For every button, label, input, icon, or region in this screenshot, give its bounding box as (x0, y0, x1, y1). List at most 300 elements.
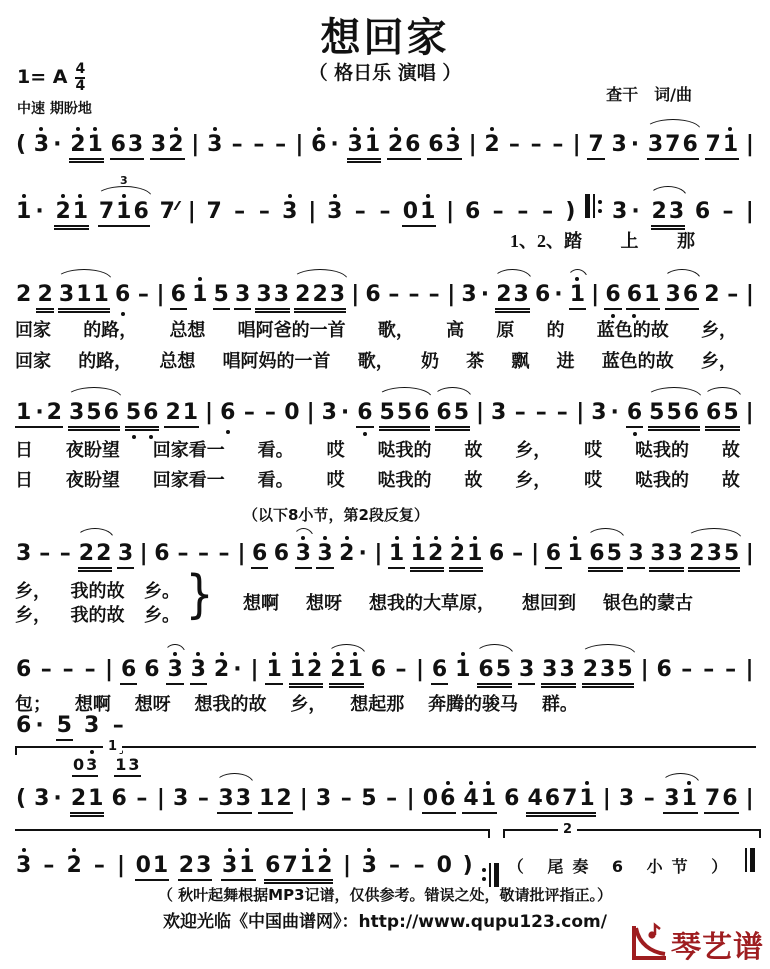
barline: | (306, 400, 315, 425)
note-group: 21 (329, 658, 364, 685)
note-group: 3 · (461, 282, 490, 307)
note-group: 356 (68, 401, 120, 428)
note-group: 3 · (33, 132, 62, 157)
lyric-segment: 看。 (257, 470, 294, 490)
music-line (15, 713, 126, 741)
note-group: 23 (178, 854, 213, 881)
note-group: 235 (688, 542, 740, 569)
barline: | (406, 786, 415, 811)
verse-brace: } (185, 565, 214, 625)
note-group: 2 · (213, 657, 242, 682)
barline: | (745, 282, 754, 307)
lyric-segment: 乡， (515, 440, 552, 460)
dash-extension: – (542, 199, 554, 224)
dash-extension: – (253, 132, 265, 157)
dash-extension: – (243, 400, 255, 425)
lyric-segment: 想起那 (350, 694, 405, 714)
barline: | (640, 657, 649, 682)
note-group: 6 (154, 541, 170, 566)
barline: | (745, 786, 754, 811)
note-group: 2 (16, 282, 32, 307)
dash-extension: – (517, 199, 529, 224)
music-line (72, 756, 141, 777)
dash-extension: – (681, 657, 693, 682)
music-line (15, 282, 755, 310)
lyric-segment: 回家看一 (152, 470, 225, 490)
dash-extension: – (643, 786, 655, 811)
barline: | (591, 282, 600, 307)
lyric-segment: 日 (15, 470, 33, 490)
note-group: 3 (16, 541, 32, 566)
note-group: 6 (604, 283, 621, 310)
note-group: 12 (289, 658, 324, 685)
phrase-paren: ) (565, 199, 576, 224)
lyric-segment: 的 (546, 320, 565, 340)
dash-extension: – (535, 400, 547, 425)
note-group: 7 (206, 199, 222, 224)
lyric-segment: 想回到 (522, 593, 576, 613)
note-group: 6 · (16, 713, 44, 738)
dash-extension: – (93, 853, 105, 878)
lyric-line (15, 436, 740, 462)
note-group: 01 (135, 854, 170, 881)
lyric-segment: 唱阿妈的一首 (222, 351, 331, 371)
lyric-segment: 夜盼望 (65, 440, 120, 460)
note-group: 3 · (34, 786, 62, 811)
barline: | (447, 282, 456, 307)
note-group: 2 (36, 283, 53, 310)
note-group: 6 (504, 786, 520, 811)
note-group: 6 (220, 400, 236, 425)
dash-extension: – (389, 853, 401, 878)
dash-extension: – (386, 786, 398, 811)
dash-extension: – (722, 199, 734, 224)
note-group: 223 (294, 283, 346, 310)
lyric-segment: 看。 (257, 440, 294, 460)
lyric-segment: 哎 (584, 440, 603, 460)
final-barline (745, 848, 755, 872)
lyric-line (15, 601, 180, 627)
dash-extension: – (354, 199, 366, 224)
note-group: 3 (316, 542, 333, 569)
note-group: 6 (273, 541, 290, 566)
repeat-begin-sign (585, 194, 602, 218)
note-group: 2 · (339, 541, 367, 566)
note-group: 3 (16, 853, 32, 878)
note-group: 3 (627, 542, 644, 569)
note-group: 33 (541, 658, 576, 685)
lyric-segment: 总想 (169, 320, 206, 340)
note-group: 31 (347, 133, 382, 160)
note-group: 3 (282, 199, 298, 224)
note-group: 21 (449, 542, 484, 569)
note-group: 1 · 2 (15, 401, 63, 428)
barline: | (116, 853, 125, 878)
dash-extension: – (492, 199, 504, 224)
note-group: 65 (477, 658, 512, 685)
lyric-segment: 乡。 (144, 605, 180, 625)
lyric-segment: 奶 (420, 351, 439, 371)
note-group: 33 (649, 542, 684, 569)
barline: | (446, 199, 455, 224)
tempo-marking: 中速 期盼地 (17, 101, 92, 117)
lyric-line (510, 227, 695, 253)
lyric-segment: 蓝色的故 (601, 351, 674, 371)
barline: | (250, 657, 259, 682)
barline: | (745, 199, 754, 224)
note-group: 3 (173, 786, 189, 811)
note-group: 23 (495, 283, 530, 310)
lyric-segment: 唱阿爸的一首 (237, 320, 346, 340)
note-group: 3 (361, 853, 377, 878)
note-group: 31 (221, 854, 256, 881)
note-group: 21 (70, 787, 105, 814)
lyric-segment: 的路， (78, 351, 133, 371)
dash-extension: – (703, 657, 715, 682)
note-group: 2 (704, 282, 720, 307)
note-group: 33 (217, 787, 252, 814)
note-group: 6 (365, 282, 381, 307)
lyric-segment: 乡， (15, 605, 51, 625)
dash-extension: – (413, 853, 425, 878)
dash-extension: – (275, 132, 287, 157)
lyric-segment: 乡， (515, 470, 552, 490)
lyric-segment: 哒我的 (635, 440, 690, 460)
volta-bracket: 1 (15, 746, 756, 748)
note-group: 32 (150, 133, 185, 160)
dash-extension: – (258, 199, 270, 224)
note-group: 2 (66, 853, 82, 878)
barline: | (205, 400, 214, 425)
barline: | (745, 400, 754, 425)
note-group: 1 (569, 283, 586, 310)
note-group: 26 (387, 133, 422, 160)
note-group: 12 (410, 542, 445, 569)
note-group: 716 3 (98, 200, 150, 227)
phrase-paren: ( (16, 132, 27, 157)
lyric-segment: 乡， (700, 351, 737, 371)
barline: | (576, 400, 585, 425)
song-title: 想回家 (320, 15, 450, 61)
dash-extension: – (137, 282, 149, 307)
note-group: 3 · (321, 400, 350, 425)
note-group: 3 (117, 542, 134, 569)
note-group: 6 (656, 657, 672, 682)
note-group: 65 (705, 401, 740, 428)
dash-extension: – (725, 657, 737, 682)
note-group: 6 (114, 282, 131, 307)
note-group: 6 (626, 401, 643, 428)
lyric-segment: 想啊 (243, 593, 279, 613)
note-group: 31 (663, 787, 698, 814)
note-group: 71 (705, 133, 740, 160)
lyric-line (15, 690, 578, 716)
dash-extension: – (231, 132, 243, 157)
note-group: 0 (436, 853, 452, 878)
music-line (15, 174, 755, 227)
barline: | (476, 400, 485, 425)
lyric-segment: 日 (15, 440, 33, 460)
note-group: 1 · (16, 199, 44, 224)
lyric-line (15, 577, 180, 603)
footer-site-note: 欢迎光临《中国曲谱网》：http://www.qupu123.com/ (163, 912, 607, 932)
note-group: 1 (265, 658, 282, 685)
lyric-segment: 群。 (541, 694, 578, 714)
lyric-segment: 故 (464, 470, 483, 490)
note-group: 1 (455, 657, 471, 682)
lyric-segment: 故 (464, 440, 483, 460)
note-group: 1 (388, 542, 405, 569)
dash-extension: – (136, 786, 148, 811)
key-signature (17, 62, 85, 93)
lyric-segment: 想啊 (74, 694, 111, 714)
lyric-segment: 奔腾的骏马 (428, 694, 519, 714)
dash-extension: – (428, 282, 440, 307)
note-group: 3 (234, 283, 251, 310)
lyric-segment: 我的故 (70, 605, 125, 625)
lyric-segment: 故 (721, 440, 740, 460)
note-group: 63 (427, 133, 462, 160)
note-group: 6 (120, 658, 137, 685)
key-text: 1= A (17, 66, 68, 89)
note-group: 01 (402, 200, 437, 227)
barline: | (343, 853, 352, 878)
site-logo (629, 922, 764, 966)
note-group: 7⁄⁄ (159, 199, 178, 224)
barline: | (351, 282, 360, 307)
dash-extension: – (59, 541, 71, 566)
note-group: 6 (545, 542, 562, 569)
note-group: 22 (78, 542, 113, 569)
lyric-segment: 歌， (377, 320, 414, 340)
note-group: 0 (284, 400, 300, 425)
note-group: 6 (370, 657, 387, 682)
lyric-segment: 高 (446, 320, 465, 340)
note-group: 3 (491, 400, 507, 425)
dash-extension: – (84, 657, 96, 682)
lyric-segment: 想呀 (306, 593, 342, 613)
composer-credit: 查干 词/曲 (606, 85, 692, 104)
note-group: 3 (207, 132, 223, 157)
note-group: 2 (484, 132, 500, 157)
dash-extension: – (40, 657, 52, 682)
note-group: 33 (255, 283, 290, 310)
lyric-segment: 上 (620, 231, 639, 251)
dash-extension: – (43, 853, 55, 878)
note-group: 21 (54, 200, 89, 227)
lyric-segment: 回家 (15, 320, 51, 340)
lyric-segment: 乡， (700, 320, 737, 340)
dash-extension: – (508, 132, 520, 157)
note-group: 6 (144, 657, 160, 682)
lyric-segment: 蓝色的故 (596, 320, 669, 340)
lyric-segment: 飘 (511, 351, 530, 371)
lyric-segment: 那 (677, 231, 695, 251)
coda-note: （ 尾奏 6 小节 ） (507, 857, 737, 876)
dash-extension: – (112, 713, 124, 738)
note-group: 311 (58, 283, 110, 310)
volta-bracket (15, 829, 490, 831)
note-group: 1 3 (114, 756, 140, 777)
barline: | (156, 786, 165, 811)
barline: | (187, 199, 196, 224)
note-group: 6 (111, 786, 127, 811)
lyric-segment: 哒我的 (377, 470, 432, 490)
note-group: 3 (315, 786, 332, 811)
music-line (15, 541, 755, 569)
note-group: 3 (518, 658, 535, 685)
barline: | (745, 132, 754, 157)
lyric-segment: 我的故 (70, 581, 125, 601)
note-group: 65 (588, 542, 623, 569)
repeat-section-note: （以下8小节，第2段反复） (243, 506, 429, 524)
barline: | (105, 657, 114, 682)
note-group: 3 (166, 658, 183, 685)
lyric-segment: 总想 (159, 351, 196, 371)
lyric-line (15, 466, 740, 492)
dash-extension: – (556, 400, 568, 425)
lyric-segment: 哒我的 (635, 470, 690, 490)
lyric-segment: 故 (721, 470, 740, 490)
lyric-segment: 哒我的 (377, 440, 432, 460)
note-group: 21 (69, 133, 104, 160)
dash-extension: – (177, 541, 189, 566)
music-line (15, 132, 755, 160)
phrase-paren: ) (462, 853, 473, 878)
lyric-segment: 哎 (326, 470, 345, 490)
note-group: 41 (462, 787, 497, 814)
note-group: 6 (251, 542, 268, 569)
note-group: 12 (258, 787, 293, 814)
note-group: 6 (170, 283, 187, 310)
dash-extension: – (197, 541, 209, 566)
lyric-segment: 回家 (15, 351, 51, 371)
barline: | (415, 657, 424, 682)
note-group: 5 (361, 786, 377, 811)
lyric-segment: 歌， (357, 351, 394, 371)
barline: | (308, 199, 317, 224)
note-group: 556 (648, 401, 700, 428)
note-group: 3 (618, 786, 635, 811)
barline: | (191, 132, 200, 157)
barline: | (237, 541, 246, 566)
note-group: 6 (16, 657, 32, 682)
note-group: 61 (626, 283, 661, 310)
note-group: 3 (83, 713, 100, 738)
lyric-segment: 想我的大草原， (369, 593, 495, 613)
barline: | (602, 786, 611, 811)
note-group: 6 · (534, 282, 563, 307)
dash-extension: – (530, 132, 542, 157)
note-group: 1 (192, 282, 208, 307)
note-group: 235 (582, 658, 634, 685)
barline: | (299, 786, 308, 811)
note-group: 6 · (311, 132, 339, 157)
lyric-segment: 想呀 (134, 694, 171, 714)
dash-extension: – (197, 786, 209, 811)
note-group: 5 (213, 283, 230, 310)
note-group: 36 (665, 283, 700, 310)
lyric-line (15, 316, 737, 342)
note-group: 7 (587, 133, 604, 160)
barline: | (295, 132, 304, 157)
lyric-segment: 银色的蒙古 (603, 593, 693, 613)
barline: | (139, 541, 148, 566)
note-group: 76 (704, 787, 739, 814)
note-group: 6 (356, 401, 373, 428)
note-group: 376 (647, 133, 699, 160)
lyric-segment: 想我的故 (194, 694, 267, 714)
music-line (15, 400, 755, 428)
lyric-segment: 哎 (584, 470, 603, 490)
barline: | (745, 541, 754, 566)
lyric-segment: 包； (15, 694, 51, 714)
barline: | (531, 541, 540, 566)
lyric-line (243, 589, 693, 615)
repeat-end-sign (482, 863, 499, 887)
note-group: 5 (56, 714, 73, 741)
note-group: 6 (694, 199, 711, 224)
dash-extension: – (218, 541, 230, 566)
note-group: 21 (164, 401, 199, 428)
note-group: 3 (295, 542, 312, 569)
barline: | (156, 282, 165, 307)
dash-extension: – (395, 657, 407, 682)
barline: | (468, 132, 477, 157)
note-group: 6 (488, 541, 505, 566)
time-signature: $\frac{4}{4}$ (75, 61, 86, 94)
lyric-segment: 1、2、踏 (510, 231, 582, 251)
barline: | (745, 657, 754, 682)
logo-music-icon (629, 922, 669, 966)
lyric-line (15, 347, 737, 373)
logo-text: 琴艺谱 (671, 930, 764, 965)
dash-extension: – (39, 541, 51, 566)
dash-extension: – (62, 657, 74, 682)
note-group: 3 · (612, 199, 640, 224)
note-group: 3 · (611, 132, 640, 157)
music-line (15, 848, 755, 887)
lyric-segment: 进 (556, 351, 575, 371)
performer-line: （ 格日乐 演唱 ） (308, 62, 462, 84)
lyric-segment: 乡， (15, 581, 51, 601)
note-group: 3 · (591, 400, 619, 425)
barline: | (572, 132, 581, 157)
dash-extension: – (340, 786, 352, 811)
dash-extension: – (379, 199, 391, 224)
lyric-segment: 夜盼望 (65, 470, 120, 490)
source-note: （ 秋叶起舞根据MP3记谱，仅供参考。错误之处，敬请批评指正。） (157, 886, 613, 904)
dash-extension: – (727, 282, 739, 307)
music-line (15, 786, 755, 814)
lyric-segment: 乡。 (144, 581, 180, 601)
volta-bracket: 2 (503, 829, 761, 831)
note-group: 1 (567, 541, 583, 566)
note-group: 556 (379, 401, 431, 428)
note-group: 3 (327, 199, 343, 224)
dash-extension: – (512, 541, 524, 566)
note-group: 6 (464, 199, 481, 224)
lyric-segment: 的路， (83, 320, 138, 340)
note-group: 0 3 (72, 756, 98, 777)
note-group: 63 (110, 133, 145, 160)
lyric-segment: 回家看一 (152, 440, 225, 460)
dash-extension: – (552, 132, 564, 157)
lyric-segment: 乡， (290, 694, 327, 714)
phrase-paren: ( (16, 786, 27, 811)
note-group: 4671 (526, 787, 595, 814)
note-group: 65 (435, 401, 470, 428)
